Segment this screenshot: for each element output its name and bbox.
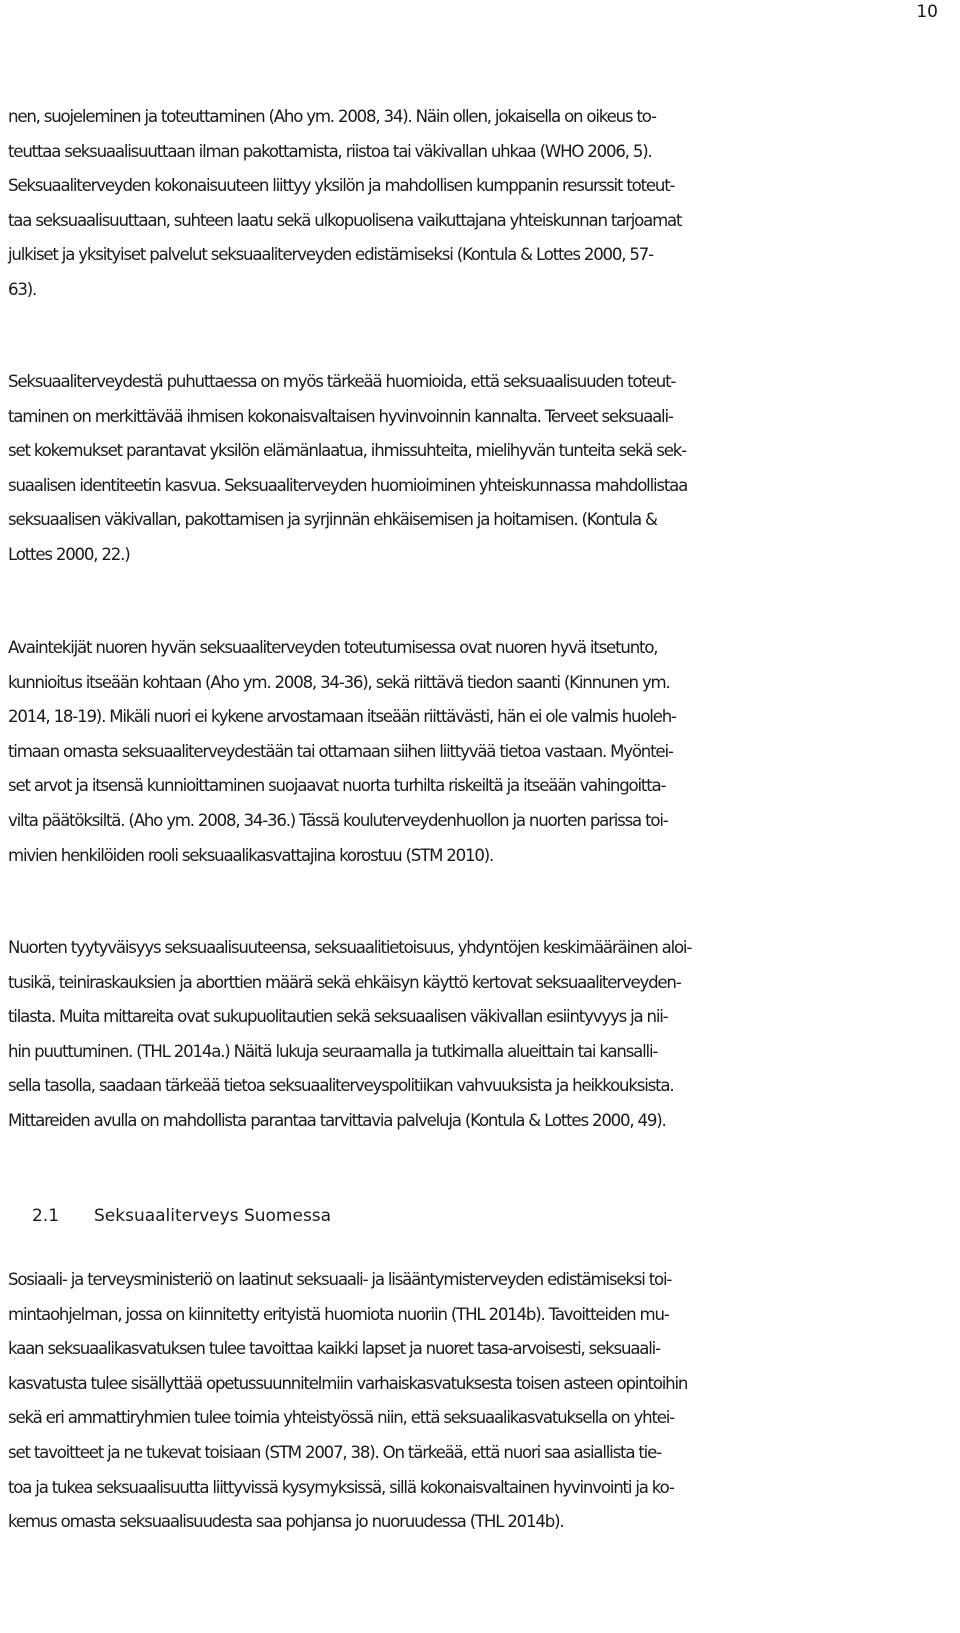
paragraph-3: [8, 631, 923, 873]
text-line: kaan seksuaalikasvatuksen tulee tavoittaa kaikki lapset ja nuoret tasa-arvoisesti, seksuaali-: [8, 1339, 660, 1359]
paragraph-5: [8, 1263, 923, 1540]
text-line: nen, suojeleminen ja toteuttaminen (Aho ym. 2008, 34). Näin ollen, jokaisella on oikeus to-: [8, 107, 656, 126]
section-title: Seksuaaliterveys Suomessa: [94, 1206, 332, 1226]
text-line: taminen on merkittävää ihmisen kokonaisvaltaisen hyvinvoinnin kannalta. Terveet seksuaali-: [8, 406, 673, 426]
text-line: tilasta. Muita mittareita ovat sukupuolitautien sekä seksuaalisen väkivallan esiintyvyys ja nii-: [8, 1007, 668, 1027]
paragraph-4: [8, 931, 923, 1139]
text-line: set kokemukset parantavat yksilön elämänlaatua, ihmissuhteita, mielihyvän tunteita sekä sek-: [8, 441, 686, 461]
text-line: Lottes 2000, 22.): [8, 544, 130, 564]
text-line: suaalisen identiteetin kasvua. Seksuaaliterveyden huomioiminen yhteiskunnassa mahdollistaa: [8, 475, 688, 495]
text-line: vilta päätöksiltä. (Aho ym. 2008, 34-36.) Tässä kouluterveydenhuollon ja nuorten parissa toi-: [8, 810, 668, 830]
section-number: 2.1: [32, 1206, 60, 1226]
paragraph-1: [8, 100, 923, 308]
text-line: Seksuaaliterveyden kokonaisuuteen liittyy yksilön ja mahdollisen kumppanin resurssit toteut-: [8, 176, 675, 196]
text-line: tusikä, teiniraskauksien ja aborttien määrä sekä ehkäisyn käyttö kertovat seksuaaliterveyden-: [8, 972, 681, 992]
text-line: kunnioitus itseään kohtaan (Aho ym. 2008, 34-36), sekä riittävä tiedon saanti (Kinnunen ym.: [8, 672, 670, 692]
text-line: seksuaalisen väkivallan, pakottamisen ja syrjinnän ehkäisemisen ja hoitamisen. (Kontula &: [8, 510, 657, 530]
text-line: mintaohjelman, jossa on kiinnitetty erityistä huomiota nuoriin (THL 2014b). Tavoitteiden mu-: [8, 1304, 669, 1324]
text-line: Seksuaaliterveydestä puhuttaessa on myös tärkeää huomioida, että seksuaalisuuden toteut-: [8, 372, 676, 391]
text-line: teuttaa seksuaalisuuttaan ilman pakottamista, riistoa tai väkivallan uhkaa (WHO 2006, 5).: [8, 141, 652, 161]
text-line: julkiset ja yksityiset palvelut seksuaaliterveyden edistämiseksi (Kontula & Lottes 2000, 57-: [8, 245, 653, 265]
text-line: mivien henkilöiden rooli seksuaalikasvattajina korostuu (STM 2010).: [8, 845, 494, 865]
text-line: Mittareiden avulla on mahdollista parantaa tarvittavia palveluja (Kontula & Lottes 2000, 49).: [8, 1110, 666, 1130]
text-line: set tavoitteet ja ne tukevat toisiaan (STM 2007, 38). On tärkeää, että nuori saa asiallista tie-: [8, 1442, 661, 1462]
text-line: taa seksuaalisuuttaan, suhteen laatu sekä ulkopuolisena vaikuttajana yhteiskunnan tarjoamat: [8, 210, 682, 230]
text-line: Avaintekijät nuoren hyvän seksuaaliterveyden toteutumisessa ovat nuoren hyvä itsetunto,: [8, 638, 658, 657]
text-line: 63).: [8, 279, 37, 299]
page-number: 10: [916, 2, 938, 22]
text-line: Nuorten tyytyväisyys seksuaalisuuteensa, seksuaalitietoisuus, yhdyntöjen keskimääräinen aloi-: [8, 938, 692, 957]
text-line: timaan omasta seksuaaliterveydestään tai ottamaan siihen liittyvää tietoa vastaan. Myöntei-: [8, 741, 673, 761]
text-line: sella tasolla, saadaan tärkeää tietoa seksuaaliterveyspolitiikan vahvuuksista ja heikkouksista.: [8, 1076, 674, 1096]
text-line: 2014, 18-19). Mikäli nuori ei kykene arvostamaan itseään riittävästi, hän ei ole valmis huoleh-: [8, 707, 676, 727]
section-heading: [32, 1199, 331, 1233]
text-line: sekä eri ammattiryhmien tulee toimia yhteistyössä niin, että seksuaalikasvatuksella on yhtei-: [8, 1408, 675, 1428]
text-line: Sosiaali- ja terveysministeriö on laatinut seksuaali- ja lisääntymisterveyden edistämiseksi toi-: [8, 1270, 672, 1289]
text-line: kasvatusta tulee sisällyttää opetussuunnitelmiin varhaiskasvatuksesta toisen asteen opintoihin: [8, 1373, 688, 1393]
text-line: set arvot ja itsensä kunnioittaminen suojaavat nuorta turhilta riskeiltä ja itseään vahingoitta-: [8, 776, 666, 796]
text-line: kemus omasta seksuaalisuudesta saa pohjansa jo nuoruudessa (THL 2014b).: [8, 1512, 564, 1532]
text-line: toa ja tukea seksuaalisuutta liittyvissä kysymyksissä, sillä kokonaisvaltainen hyvinvointi ja ko-: [8, 1477, 674, 1497]
text-line: hin puuttuminen. (THL 2014a.) Näitä lukuja seuraamalla ja tutkimalla alueittain tai kansalli-: [8, 1041, 658, 1061]
paragraph-2: [8, 365, 923, 573]
